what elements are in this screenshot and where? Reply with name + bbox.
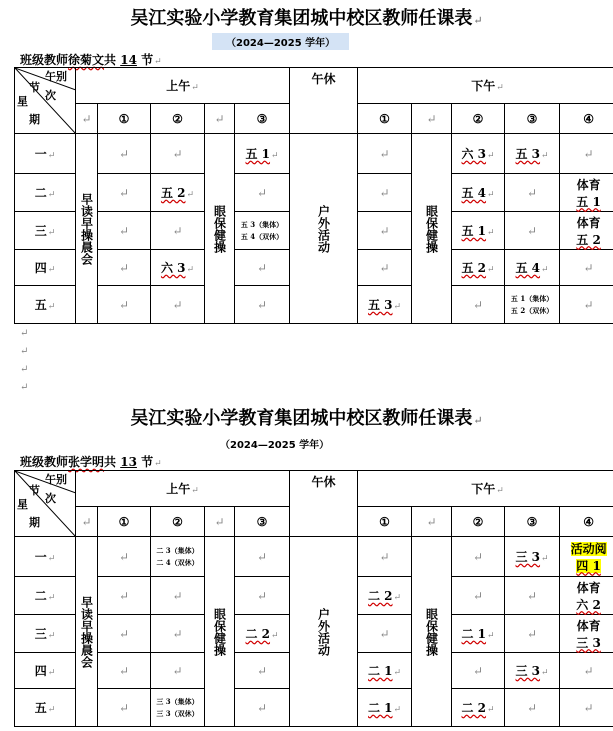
cell-thu-pm2: 五 2↵ bbox=[452, 250, 505, 286]
teacher-name-1: 徐菊文 bbox=[68, 53, 105, 67]
period-pm-1: ① bbox=[358, 507, 412, 537]
lesson-count-2: 13 bbox=[120, 455, 137, 469]
outdoor-activity-cell: 户外活动 bbox=[290, 537, 358, 727]
cell-mon-p3: 五 1↵ bbox=[235, 134, 290, 174]
teacher-name-2: 张学明 bbox=[68, 455, 105, 469]
cell-fri-pm3: 五 1（集体） 五 2（双休） bbox=[505, 286, 560, 324]
day-thursday: 四↵ bbox=[15, 250, 76, 286]
teacher-line-2: 班级教师张学明共 13 节↵ bbox=[20, 455, 162, 469]
cell-wed-pm4: 体育 三 3 bbox=[560, 615, 613, 653]
cell-mon-pm4: 活动阅 四 1 bbox=[560, 537, 613, 577]
day-wednesday: 三↵ bbox=[15, 212, 76, 250]
period-am-3: ③ bbox=[235, 507, 290, 537]
eye-exercise-pm-cell: 眼保健操 bbox=[412, 537, 452, 727]
cell-tue-pm1: 二 2↵ bbox=[358, 577, 412, 615]
cell-fri-pm1: 二 1↵ bbox=[358, 689, 412, 727]
cell-thu-pm3: 五 4↵ bbox=[505, 250, 560, 286]
eye-exercise-am-cell: 眼保健操 bbox=[205, 134, 235, 324]
period-am-1: ① bbox=[98, 507, 151, 537]
day-monday: 一↵ bbox=[15, 537, 76, 577]
period-am-3: ③ bbox=[235, 104, 290, 134]
morning-header-2: 上午↵ bbox=[76, 471, 290, 507]
document-title-2: 吴江实验小学教育集团城中校区教师任课表↵ bbox=[130, 408, 483, 429]
day-friday: 五↵ bbox=[15, 286, 76, 324]
outdoor-activity-cell: 户外活动 bbox=[290, 134, 358, 324]
lesson-count-1: 14 bbox=[120, 53, 137, 67]
eye-exercise-pm-cell: 眼保健操 bbox=[412, 134, 452, 324]
noon-header-1: 午休 bbox=[290, 68, 358, 134]
cell-wed-p3: 五 3（集体） 五 4（双休） bbox=[235, 212, 290, 250]
cell-mon-pm2: 六 3↵ bbox=[452, 134, 505, 174]
noon-header-2: 午休 bbox=[290, 471, 358, 537]
cell-tue-pm2: 五 4↵ bbox=[452, 174, 505, 212]
document-title-1: 吴江实验小学教育集团城中校区教师任课表↵ bbox=[130, 8, 483, 29]
cell-tue-pm4: 体育 六 2 bbox=[560, 577, 613, 615]
cell-mon-pm3: 三 3↵ bbox=[505, 537, 560, 577]
period-am-1: ① bbox=[98, 104, 151, 134]
period-am-2: ② bbox=[151, 104, 205, 134]
cell-thu-pm1: 二 1↵ bbox=[358, 653, 412, 689]
cell-wed-p3: 二 2↵ bbox=[235, 615, 290, 653]
cell-wed-pm2: 二 1↵ bbox=[452, 615, 505, 653]
cell-fri-pm1: 五 3↵ bbox=[358, 286, 412, 324]
day-monday: 一↵ bbox=[15, 134, 76, 174]
day-wednesday: 三↵ bbox=[15, 615, 76, 653]
morning-reading-cell: 早读早操晨会 bbox=[76, 537, 98, 727]
day-thursday: 四↵ bbox=[15, 653, 76, 689]
morning-reading-cell: 早读早操晨会 bbox=[76, 134, 98, 324]
teacher-line-1: 班级教师徐菊文共 14 节↵ bbox=[20, 53, 162, 67]
period-am-2: ② bbox=[151, 507, 205, 537]
cell-tue-pm4: 体育 五 1 bbox=[560, 174, 613, 212]
cell-thu-pm3: 三 3↵ bbox=[505, 653, 560, 689]
cell-thu-p2: 六 3↵ bbox=[151, 250, 205, 286]
period-pm-3: ③ bbox=[505, 104, 560, 134]
cell-fri-p2: 三 3（集体） 三 3（双休） bbox=[151, 689, 205, 727]
period-pm-4: ④ bbox=[560, 507, 613, 537]
cell-fri-pm2: 二 2↵ bbox=[452, 689, 505, 727]
cell-mon-pm3: 五 3↵ bbox=[505, 134, 560, 174]
cell-tue-p2: 五 2↵ bbox=[151, 174, 205, 212]
table-corner-2: 午别 节 次 星 期 bbox=[15, 471, 76, 537]
period-pm-3: ③ bbox=[505, 507, 560, 537]
period-pm-2: ② bbox=[452, 104, 505, 134]
period-pm-2: ② bbox=[452, 507, 505, 537]
cell-wed-pm4: 体育 五 2 bbox=[560, 212, 613, 250]
cell-wed-pm2: 五 1↵ bbox=[452, 212, 505, 250]
eye-exercise-am-cell: 眼保健操 bbox=[205, 537, 235, 727]
day-friday: 五↵ bbox=[15, 689, 76, 727]
cell-mon-p2: 二 3（集体） 二 4（双休） bbox=[151, 537, 205, 577]
afternoon-header-2: 下午↵ bbox=[358, 471, 613, 507]
academic-year-1: （2024—2025 学年） bbox=[212, 33, 349, 50]
afternoon-header-1: 下午↵ bbox=[358, 68, 613, 104]
academic-year-2: （2024—2025 学年） bbox=[220, 440, 330, 451]
table-corner-1: 午别 节 次 星 期 bbox=[15, 68, 76, 134]
day-tuesday: 二↵ bbox=[15, 577, 76, 615]
period-pm-4: ④ bbox=[560, 104, 613, 134]
morning-header-1: 上午↵ bbox=[76, 68, 290, 104]
period-pm-1: ① bbox=[358, 104, 412, 134]
schedule-table-1: 午别 节 次 星 期 上午↵ 午休 下午↵ ↵ ① ② ↵ ③ ① ↵ ② ③ ④ 一↵ 早读早操晨会 ↵ ↵ 眼保健操 五 1↵ 户外活动 ↵ 眼保健操 六 3↵ 五 3↵ ↵ 二↵ ↵ 五 2↵ ↵ ↵ 五 4↵ ↵ 体育 五 1 三↵ ↵ ↵ 五 3（集体） 五 4（双休） ↵ 五 1↵ ↵ 体育 五 2 四↵ ↵ 六 3↵ ↵ ↵ 五 2↵ 五 4↵ ↵ 五↵ ↵ ↵ ↵ 五 3↵ ↵ 五 1（集体） 五 2（双休） ↵ bbox=[14, 67, 613, 324]
schedule-table-2: 午别 节 次 星 期 上午↵ 午休 下午↵ ↵ ① ② ↵ ③ ① ↵ ② ③ ④ 一↵ 早读早操晨会 ↵ 二 3（集体） 二 4（双休） 眼保健操 ↵ 户外活动 ↵ 眼保健操 ↵ 三 3↵ 活动阅 四 1 二↵ ↵ ↵ ↵ 二 2↵ ↵ ↵ 体育 六 2 三↵ ↵ ↵ 二 2↵ ↵ 二 1↵ ↵ 体育 三 3 四↵ ↵ ↵ ↵ 二 1↵ ↵ 三 3↵ ↵ 五↵ ↵ 三 3（集体） 三 3（双休） ↵ 二 1↵ 二 2↵ ↵ ↵ bbox=[14, 470, 613, 727]
day-tuesday: 二↵ bbox=[15, 174, 76, 212]
